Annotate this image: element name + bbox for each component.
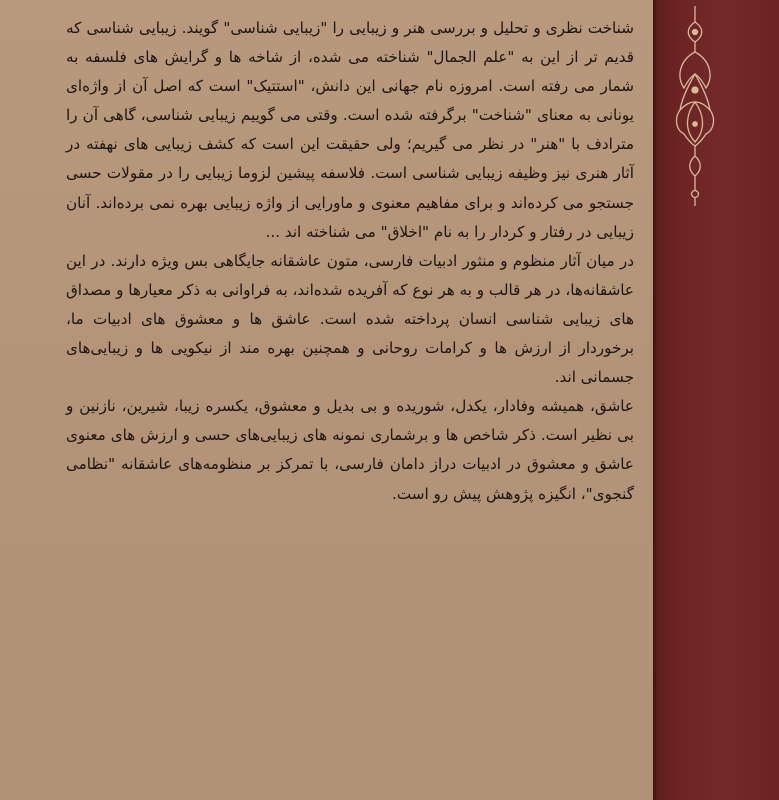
arabesque-ornament-icon (668, 6, 722, 206)
blurb-paragraph-2: در میان آثار منظوم و منثور ادبیات فارسی، متون عاشقانه جایگاهی بس ویژه دارند. در این عاشقانه‌ها، در هر قالب و به هر نوع که آفریده شده‌اند، به فراوانی به ذکر معیارها و مصداق های زیبایی شناسی انسان پرداخته شده است. عاشق ها و معشوق های ادبیات ما، برخوردار از ارزش ها و کرامات روحانی و همچنین بهره مند از نیکویی ها و زیبایی‌های جسمانی اند. (66, 251, 634, 387)
blurb-text (66, 14, 634, 509)
blurb-paragraph-1: شناخت نظری و تحلیل و بررسی هنر و زیبایی را "زیبایی شناسی" گویند. زیبایی شناسی که قدیم تر از این به "علم الجمال" شناخته می شده، از شاخه ها و گرایش های فلسفه به شمار می رفته است. امروزه نام جهانی این دانش، "استتیک" است که اصل آن از واژه‌ای یونانی به معنای "شناخت" برگرفته شده است. وقتی می گوییم زیبایی شناسی، گاهی آن را مترادف با "هنر" در نظر می گیریم؛ ولی حقیقت این است که کشف زیبایی های نهفته در آثار هنری نیز وظیفه زیبایی شناسی است. فلاسفه پیشین لزوما زیبایی را در مقولات حسی جستجو می کرده‌اند و برای مفاهیم معنوی و ماورایی از واژه زیبایی بهره نمی برده‌اند. آنان زیبایی در رفتار و کردار را به نام "اخلاق" می شناخته اند ... (66, 19, 634, 241)
spine-edge (653, 0, 657, 800)
blurb-paragraph-3: عاشق، همیشه وفادار، یکدل، شوریده و بی بدیل و معشوق، یکسره زیبا، شیرین، نازنین و بی نظیر است. ذکر شاخص ها و برشماری نمونه های زیبایی‌های حسی و ارزش های معنوی عاشق و معشوق در ادبیات دراز دامان فارسی، با تمرکز بر منظومه‌های عاشقانه "نظامی گنجوی"، انگیزه پژوهش پیش رو است. (66, 397, 634, 503)
